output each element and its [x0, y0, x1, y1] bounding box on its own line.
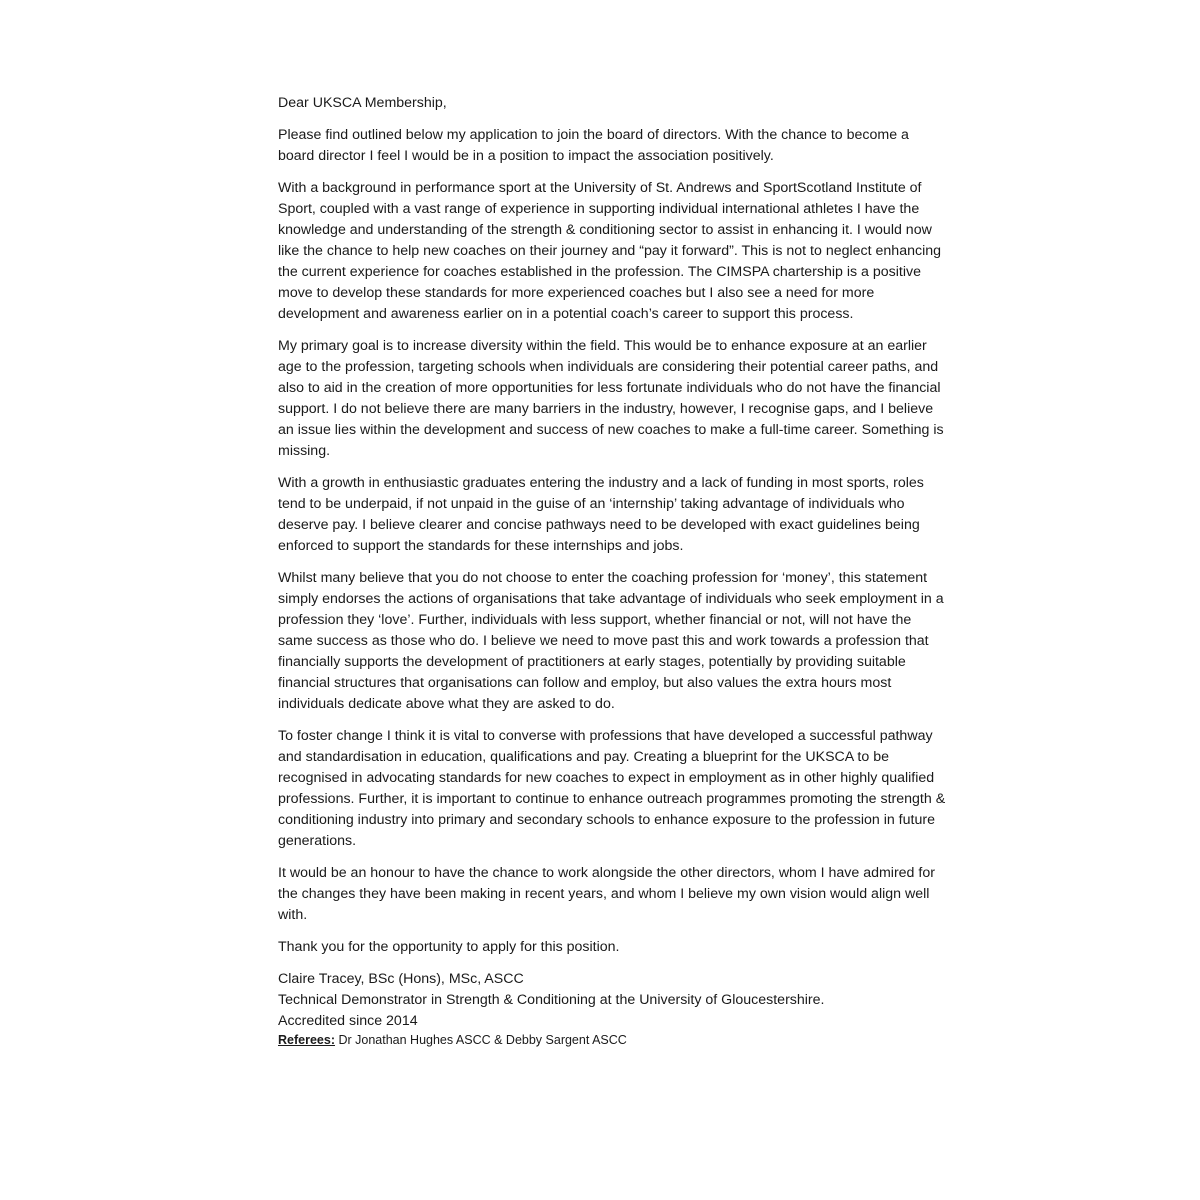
referees-label: Referees:: [278, 1033, 335, 1047]
salutation: Dear UKSCA Membership,: [278, 95, 447, 111]
paragraph-thanks: Thank you for the opportunity to apply for this position.: [278, 939, 620, 955]
paragraph-foster-change: To foster change I think it is vital to converse with professions that have developed a successful pathway and standardisation in education, qualifications and pay. Creating a blueprint for the UKSCA to be recognised in advocating standards for new coaches to expect in employment as in other highly qualified professions. Further, it is important to continue to enhance outreach programmes promoting the strength & conditioning industry into primary and secondary schools to enhance exposure to the profession in future generations.: [278, 728, 946, 849]
referees-line: [278, 1032, 948, 1049]
paragraph-intro: Please find outlined below my application to join the board of directors. With the chance to become a board director I feel I would be in a position to impact the association positively.: [278, 127, 909, 164]
referees-names: Dr Jonathan Hughes ASCC & Debby Sargent ASCC: [338, 1033, 627, 1047]
paragraph-primary-goal: My primary goal is to increase diversity within the field. This would be to enhance exposure at an earlier age to the profession, targeting schools when individuals are considering their potential career paths, and also to aid in the creation of more opportunities for less fortunate individuals who do not have the financial support. I do not believe there are many barriers in the industry, however, I recognise gaps, and I believe an issue lies within the development and success of new coaches to make a full-time career. Something is missing.: [278, 338, 944, 459]
paragraph-graduates: With a growth in enthusiastic graduates entering the industry and a lack of funding in most sports, roles tend to be underpaid, if not unpaid in the guise of an ‘internship’ taking advantage of individuals who deserve pay. I believe clearer and concise pathways need to be developed with exact guidelines being enforced to support the standards for these internships and jobs.: [278, 475, 924, 554]
application-letter: [278, 93, 948, 1049]
signature-role: Technical Demonstrator in Strength & Conditioning at the University of Gloucestershire.: [278, 992, 825, 1008]
signature-name: Claire Tracey, BSc (Hons), MSc, ASCC: [278, 971, 524, 987]
paragraph-honour: It would be an honour to have the chance to work alongside the other directors, whom I have admired for the changes they have been making in recent years, and whom I believe my own vision would align well with.: [278, 865, 935, 923]
signature-block: [278, 969, 948, 1049]
signature-accreditation: Accredited since 2014: [278, 1013, 418, 1029]
paragraph-background: With a background in performance sport at the University of St. Andrews and SportScotland Institute of Sport, coupled with a vast range of experience in supporting individual international athletes I have the knowledge and understanding of the strength & conditioning sector to assist in enhancing it. I would now like the chance to help new coaches on their journey and “pay it forward”. This is not to neglect enhancing the current experience for coaches established in the profession. The CIMSPA chartership is a positive move to develop these standards for more experienced coaches but I also see a need for more development and awareness earlier on in a potential coach’s career to support this process.: [278, 180, 942, 322]
paragraph-money: Whilst many believe that you do not choose to enter the coaching profession for ‘money’, this statement simply endorses the actions of organisations that take advantage of individuals who seek employment in a profession they ‘love’. Further, individuals with less support, whether financial or not, will not have the same success as those who do. I believe we need to move past this and work towards a profession that financially supports the development of practitioners at early stages, potentially by providing suitable financial structures that organisations can follow and employ, but also values the extra hours most individuals dedicate above what they are asked to do.: [278, 570, 944, 712]
